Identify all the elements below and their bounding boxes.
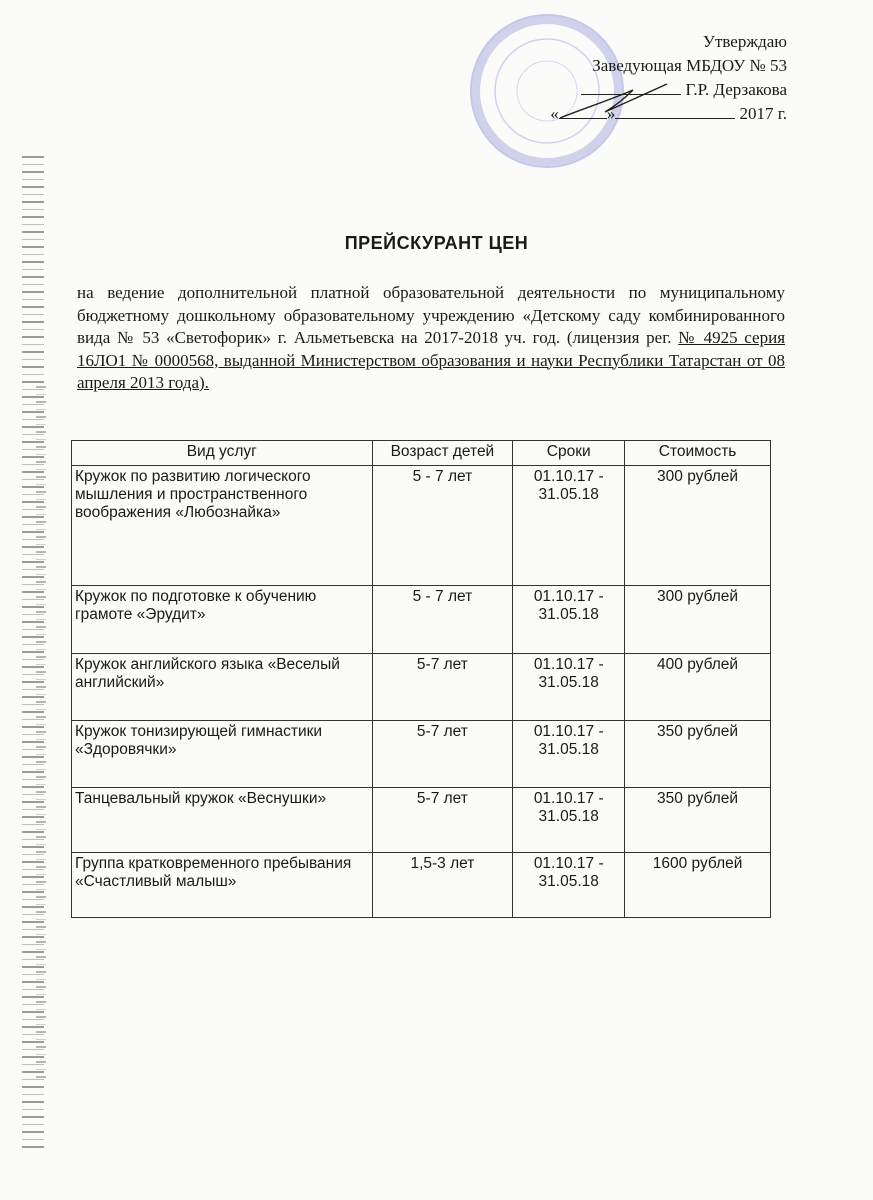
period-start: 01.10.17 - xyxy=(533,468,604,485)
period-end: 31.05.18 xyxy=(538,808,599,825)
age-cell: 1,5-3 лет xyxy=(372,853,513,918)
period-cell xyxy=(513,654,625,721)
age-cell: 5 - 7 лет xyxy=(372,586,513,654)
period-start: 01.10.17 - xyxy=(533,790,604,807)
price-cell: 1600 рублей xyxy=(625,853,771,918)
header-service: Вид услуг xyxy=(72,441,373,466)
age-cell: 5 - 7 лет xyxy=(372,466,513,586)
age-cell: 5-7 лет xyxy=(372,788,513,853)
approver-position: Заведующая МБДОУ № 53 xyxy=(592,56,787,75)
service-cell: Танцевальный кружок «Веснушки» xyxy=(72,788,373,853)
period-end: 31.05.18 xyxy=(538,486,599,503)
service-cell: Кружок тонизирующей гимнастики «Здоровячки» xyxy=(72,721,373,788)
period-end: 31.05.18 xyxy=(538,873,599,890)
age-cell: 5-7 лет xyxy=(372,654,513,721)
table-row xyxy=(72,586,771,654)
age-cell: 5-7 лет xyxy=(372,721,513,788)
approval-heading: Утверждаю xyxy=(702,32,787,51)
price-cell: 400 рублей xyxy=(625,654,771,721)
header-price: Стоимость xyxy=(625,441,771,466)
period-cell xyxy=(513,721,625,788)
scan-artifact xyxy=(36,380,46,1080)
service-cell: Группа кратковременного пребывания «Счастливый малыш» xyxy=(72,853,373,918)
table-row xyxy=(72,654,771,721)
price-cell: 350 рублей xyxy=(625,788,771,853)
intro-paragraph xyxy=(77,282,785,395)
period-end: 31.05.18 xyxy=(538,741,599,758)
header-age: Возраст детей xyxy=(372,441,513,466)
table-header-row xyxy=(72,441,771,466)
service-cell: Кружок английского языка «Веселый английский» xyxy=(72,654,373,721)
header-period: Сроки xyxy=(513,441,625,466)
date-quote-open: « xyxy=(550,104,559,123)
period-start: 01.10.17 - xyxy=(533,723,604,740)
period-cell xyxy=(513,586,625,654)
table-row xyxy=(72,466,771,586)
period-start: 01.10.17 - xyxy=(533,588,604,605)
handwritten-signature xyxy=(555,78,675,128)
service-cell: Кружок по развитию логического мышления и пространственного воображения «Любознайка» xyxy=(72,466,373,586)
price-cell: 300 рублей xyxy=(625,586,771,654)
license-details: № 4925 серия 16ЛО1 № 0000568, выданной Министерством образования и науки Республики Татарстан от 08 апреля 2013 года). xyxy=(77,328,786,392)
period-cell xyxy=(513,466,625,586)
period-end: 31.05.18 xyxy=(538,674,599,691)
intro-text: на ведение дополнительной платной образовательной деятельности по муниципальному бюджетному дошкольному образовательному учреждению «Детскому саду комбинированного вида № 53 «Светофорик» г. Альметьевска на 2017-2018 уч. год. (лицензия рег. xyxy=(77,283,785,347)
service-cell: Кружок по подготовке к обучению грамоте «Эрудит» xyxy=(72,586,373,654)
price-table xyxy=(71,440,771,918)
table-row xyxy=(72,853,771,918)
document-title: ПРЕЙСКУРАНТ ЦЕН xyxy=(344,233,529,253)
date-quote-close: » xyxy=(606,104,616,123)
table-row xyxy=(72,788,771,853)
price-cell: 300 рублей xyxy=(625,466,771,586)
period-cell xyxy=(513,853,625,918)
price-cell: 350 рублей xyxy=(625,721,771,788)
period-start: 01.10.17 - xyxy=(533,855,604,872)
approver-name: Г.Р. Дерзакова xyxy=(685,80,787,99)
approval-year: 2017 г. xyxy=(739,104,787,123)
period-start: 01.10.17 - xyxy=(533,656,604,673)
period-cell xyxy=(513,788,625,853)
table-row xyxy=(72,721,771,788)
period-end: 31.05.18 xyxy=(538,606,599,623)
